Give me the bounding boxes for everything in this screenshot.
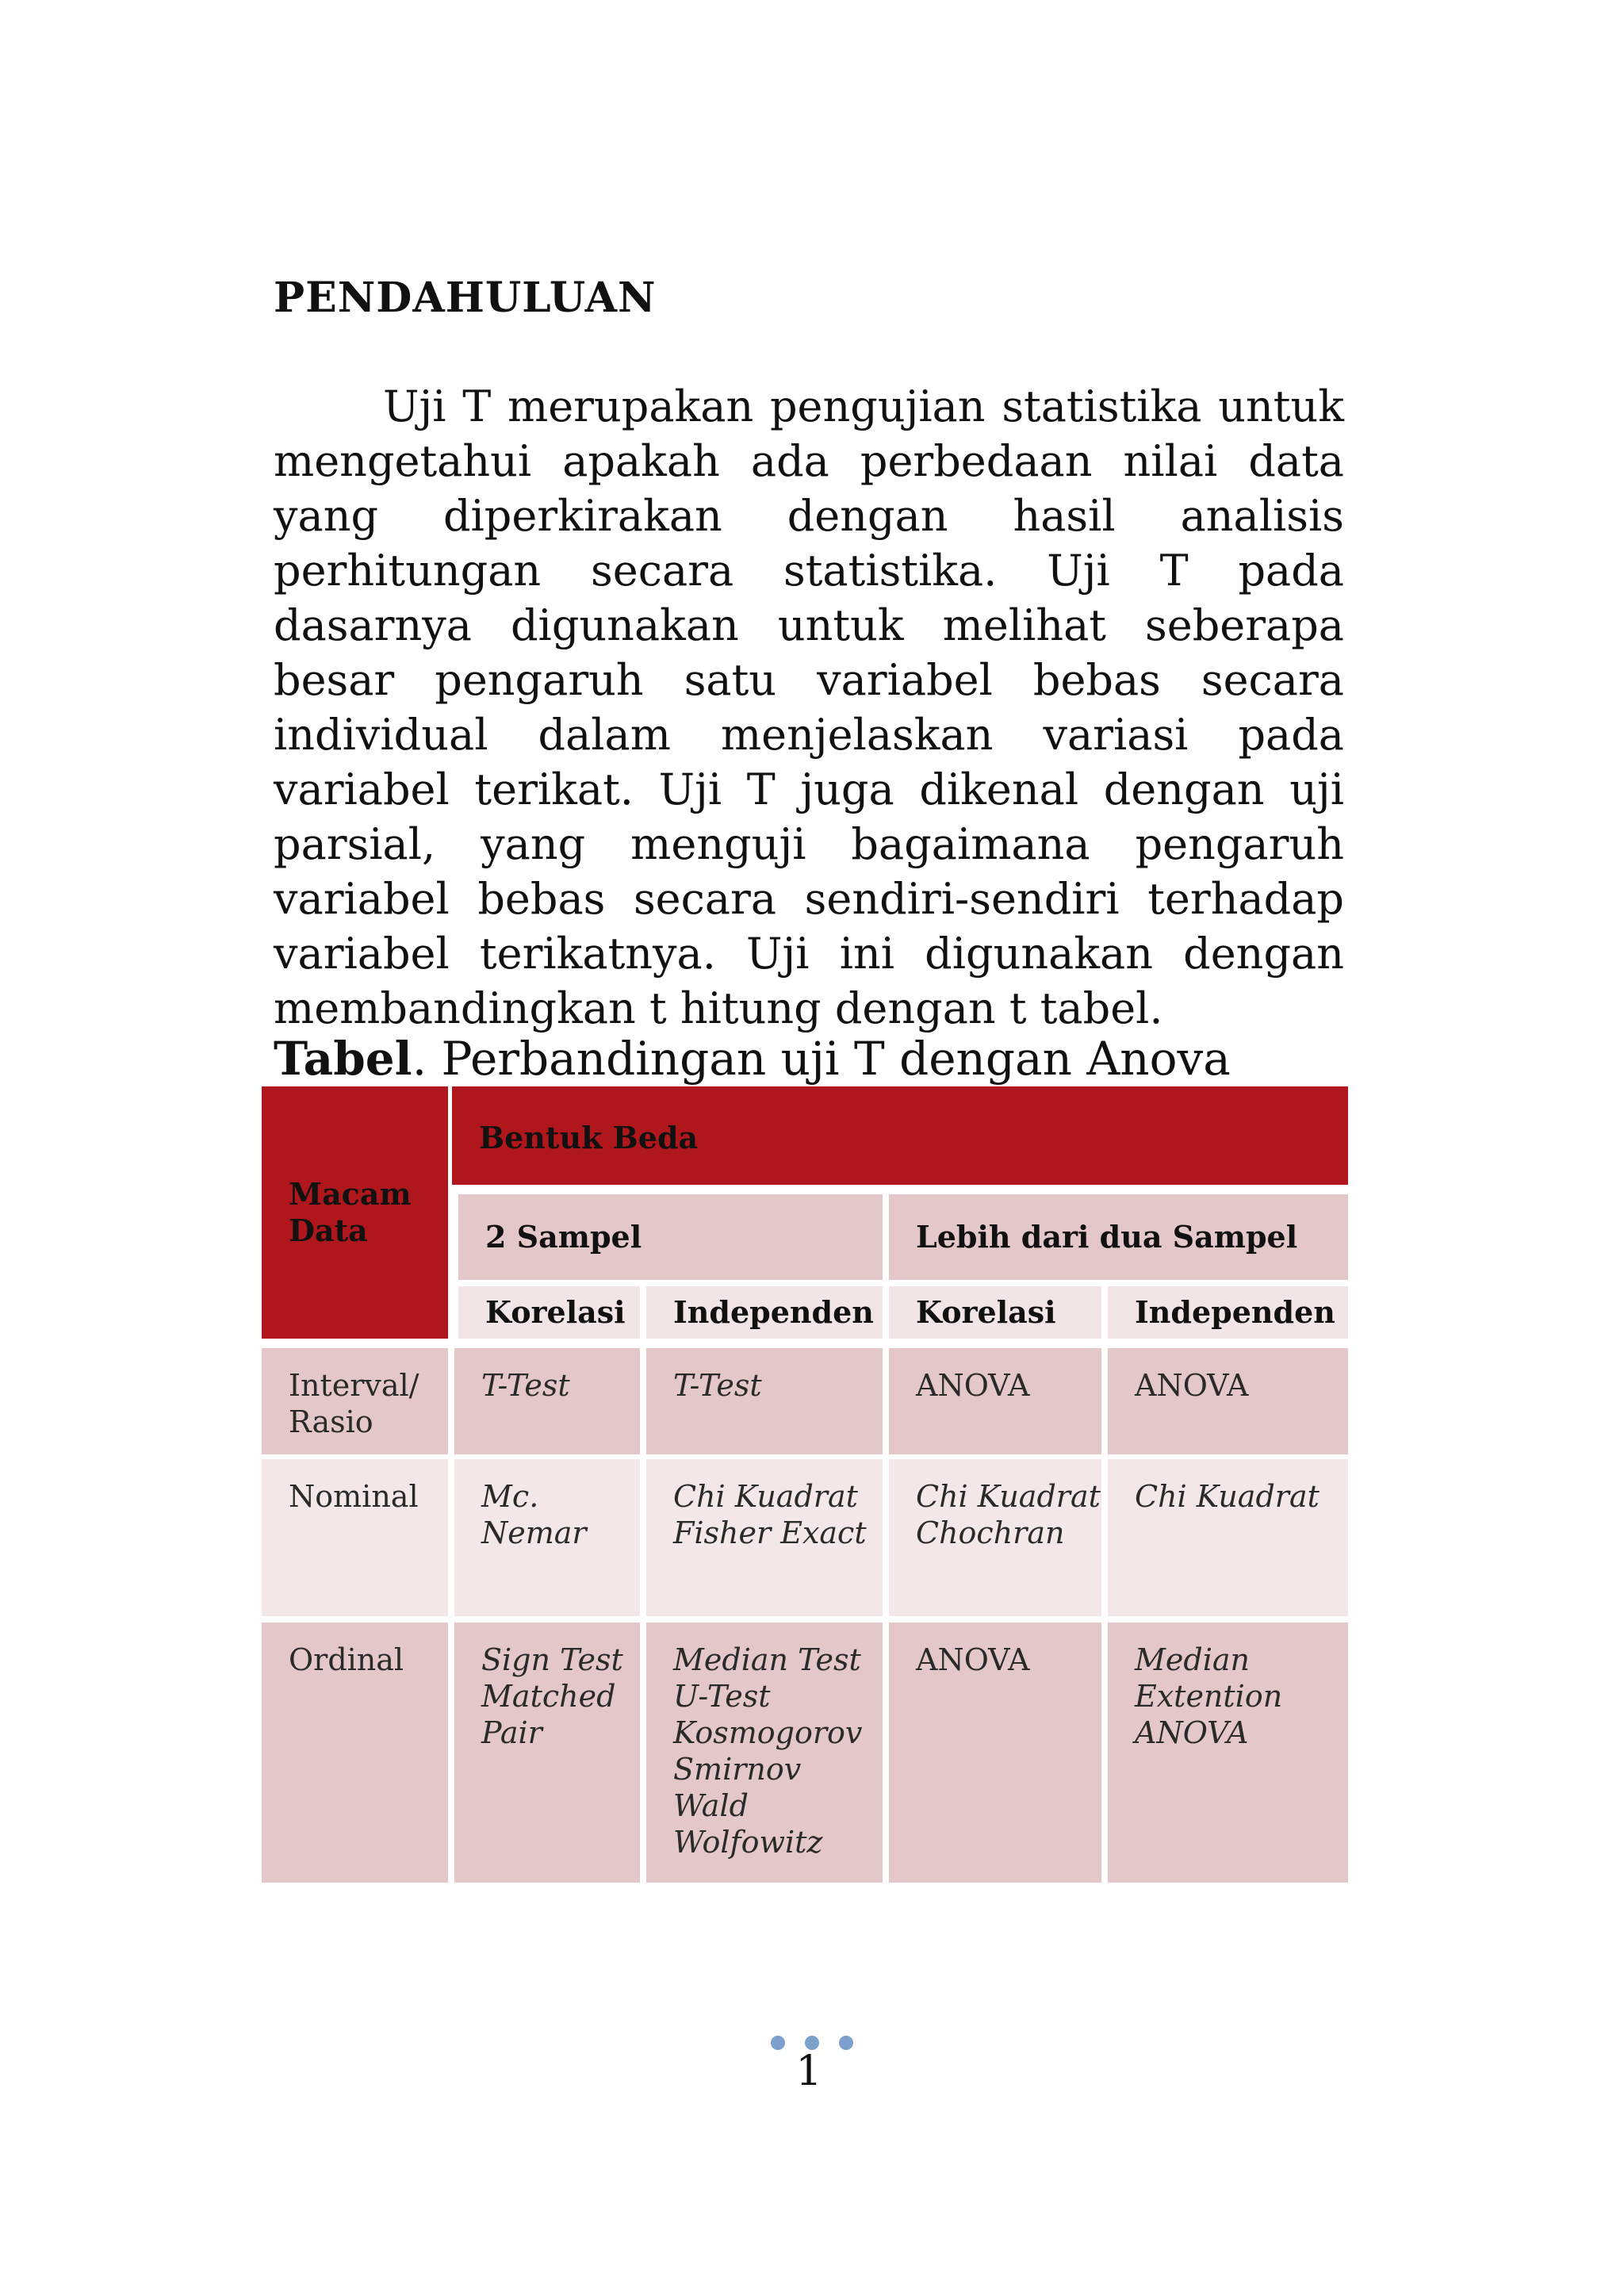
cell-line: Median: [1135, 1642, 1251, 1677]
cell-line: Mc.: [481, 1479, 539, 1514]
dot-icon: [771, 2036, 785, 2050]
sub-header-label: Independen: [1135, 1294, 1335, 1330]
page-number: 1: [795, 2048, 822, 2095]
cell-line: Chi Kuadrat: [673, 1479, 858, 1514]
table-caption-label: Tabel: [274, 1032, 412, 1086]
section-heading: PENDAHULUAN: [274, 274, 657, 322]
table-cell: [1108, 1623, 1348, 1883]
cell-line: Fisher Exact: [673, 1515, 867, 1550]
group-header: [452, 1086, 1348, 1185]
cell-line: ANOVA: [916, 1642, 1030, 1677]
sub-header: [458, 1286, 640, 1339]
row-label: [262, 1623, 448, 1883]
corner-line: Data: [289, 1213, 368, 1248]
cell-line: Smirnov: [673, 1752, 802, 1787]
table-cell: [454, 1348, 640, 1454]
table-cell: [1108, 1459, 1348, 1616]
table-cell: [646, 1348, 883, 1454]
row-label-line: Interval/: [289, 1368, 419, 1403]
cell-line: Chochran: [916, 1515, 1065, 1550]
cell-line: Wolfowitz: [673, 1825, 823, 1860]
cell-line: T-Test: [673, 1368, 762, 1403]
cell-line: ANOVA: [1135, 1715, 1249, 1750]
table-cell: [889, 1623, 1101, 1883]
cell-line: Kosmogorov: [673, 1715, 863, 1750]
table-cell: [454, 1459, 640, 1616]
sub-header: [1108, 1286, 1348, 1339]
cell-line: Nemar: [481, 1515, 587, 1550]
row-label: [262, 1459, 448, 1616]
sub-header-label: Korelasi: [485, 1294, 626, 1330]
cell-line: U-Test: [673, 1679, 771, 1714]
row-label-line: Nominal: [289, 1479, 419, 1514]
cell-line: ANOVA: [1135, 1368, 1249, 1403]
cell-line: Pair: [481, 1715, 542, 1750]
table-cell: [889, 1459, 1101, 1616]
sub-header-label: Independen: [673, 1294, 874, 1330]
cell-line: Chi Kuadrat: [1135, 1479, 1320, 1514]
table-caption-text: . Perbandingan uji T dengan Anova: [412, 1032, 1231, 1086]
corner-line: Macam: [289, 1176, 412, 1212]
sub-header-label: Korelasi: [916, 1294, 1056, 1330]
sample-header-label: 2 Sampel: [485, 1219, 642, 1255]
sample-header-two: [458, 1194, 883, 1280]
group-header-label: Bentuk Beda: [479, 1120, 699, 1155]
sample-header-more: [889, 1194, 1348, 1280]
cell-line: T-Test: [481, 1368, 570, 1403]
cell-line: Extention: [1135, 1679, 1283, 1714]
dot-icon: [839, 2036, 853, 2050]
intro-paragraph-text: Uji T merupakan pengujian statistika untuk mengetahui apakah ada perbedaan nilai data yang diperkirakan dengan hasil analisis perhitungan secara statistika. Uji T pada dasarnya digunakan untuk melihat seberapa besar pengaruh satu variabel bebas secara individual dalam menjelaskan variasi pada variabel terikat. Uji T juga dikenal dengan uji parsial, yang menguji bagaimana pengaruh variabel bebas secara sendiri-sendiri terhadap variabel terikatnya. Uji ini digunakan dengan membandingkan t hitung dengan t tabel.: [274, 381, 1344, 1033]
cell-line: ANOVA: [916, 1368, 1030, 1403]
row-label: [262, 1348, 448, 1454]
table-cell: [454, 1623, 640, 1883]
cell-line: Chi Kuadrat: [916, 1479, 1101, 1514]
table-caption: [274, 1027, 1231, 1090]
table-cell: [889, 1348, 1101, 1454]
table-corner-header: [262, 1086, 448, 1339]
sub-header: [889, 1286, 1101, 1339]
cell-line: Wald: [673, 1788, 749, 1823]
cell-line: Median Test: [673, 1642, 861, 1677]
cell-line: Matched: [481, 1679, 616, 1714]
table-cell: [1108, 1348, 1348, 1454]
cell-line: Sign Test: [481, 1642, 623, 1677]
intro-paragraph: [274, 379, 1344, 1036]
table-cell: [646, 1459, 883, 1616]
row-label-line: Ordinal: [289, 1642, 404, 1677]
sub-header: [646, 1286, 883, 1339]
sample-header-label: Lebih dari dua Sampel: [916, 1219, 1298, 1255]
table-cell: [646, 1623, 883, 1883]
row-label-line: Rasio: [289, 1404, 373, 1439]
